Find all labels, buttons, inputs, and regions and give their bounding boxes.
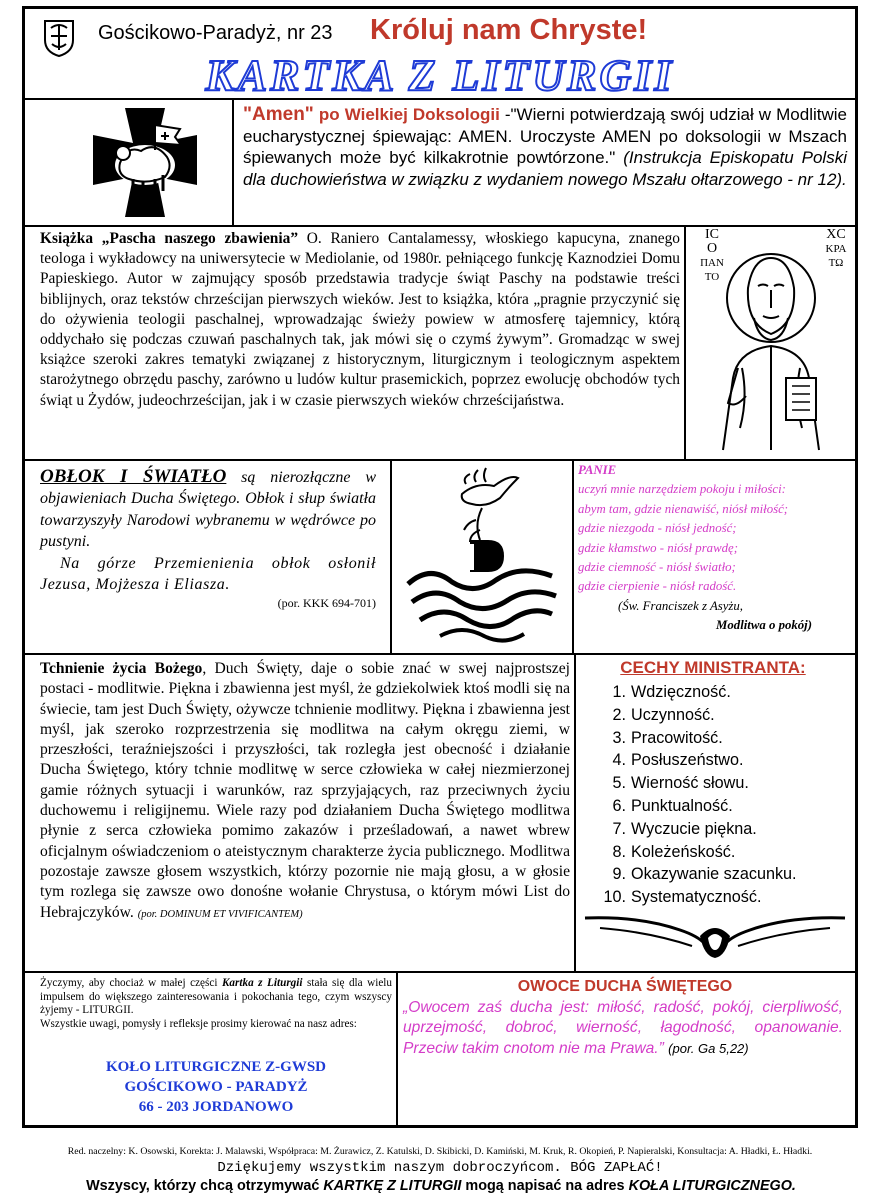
contact-address (40, 1057, 392, 1117)
breath-title: Tchnienie życia Bożego (40, 660, 203, 677)
divider (396, 972, 398, 1126)
amen-section (243, 104, 847, 190)
list-item: 1. Wdzięczność. (612, 683, 731, 701)
amen-subtitle: po Wielkiej Doksologii (318, 105, 500, 124)
cloud-light-ref: (por. KKK 694-701) (277, 596, 376, 611)
book-title: Książka „Pascha naszego zbawienia” (40, 230, 299, 247)
issue-place-number: Gościkowo-Paradyż, nr 23 (98, 22, 333, 44)
wishes-kartka: Kartka z Liturgii (221, 977, 303, 989)
icon-letters: KPA (825, 243, 847, 255)
breath-ref: (por. DOMINUM ET VIVIFICANTEM) (137, 908, 303, 920)
icon-letters: ΤΩ (828, 257, 844, 269)
wishes-text: Życzymy, aby chociaż w małej części (40, 977, 222, 989)
prayer-line: gdzie cierpienie - niósł radość. (578, 579, 737, 594)
icon-letters: ΠΑΝ (700, 257, 724, 269)
icon-letters: ΤΟ (704, 271, 720, 283)
amen-body: -"Wierni potwierdzają swój udział w Modlitwie eucharystycznej śpiewając: AMEN. Uroczyste AMEN po doksologii w Mszach śpiewanych może być kilkakrotnie powtórzone." (243, 105, 847, 168)
divider (232, 99, 234, 226)
icon-letters: O (706, 241, 718, 256)
divider (24, 971, 856, 973)
fruits-of-spirit-title: OWOCE DUCHA ŚWIĘTEGO (517, 978, 733, 995)
fruits-of-spirit-body (403, 998, 843, 1059)
fruits-text: „Owocem zaś ducha jest: miłość, radość, pokój, cierpliwość, uprzejmość, dobroć, wierność, łagodność, opanowanie. Przeciw takim cnotom nie ma Prawa.” (403, 999, 843, 1057)
motto: Króluj nam Chryste! (370, 14, 648, 46)
divider (574, 654, 576, 972)
lamb-of-god-illustration (85, 105, 205, 220)
thanks-line: Dziękujemy wszystkim naszym dobroczyńcom. BÓG ZAPŁAĆ! (217, 1160, 663, 1176)
list-item: 4. Posłuszeństwo. (612, 751, 744, 770)
prayer-line: abym tam, gdzie nienawiść, niósł miłość; (578, 501, 789, 516)
altar-server-traits-title: CECHY MINISTRANTA: (620, 658, 806, 677)
list-item: 6. Punktualność. (612, 796, 733, 815)
breath-body: , Duch Święty, daje o sobie znać w swej najprostszej postaci - modlitwie. Piękna i zbawienna jest myśl, że gdziekolwiek ktoś modli się na świecie, tam jest Duch Święty, ożywcze tchnienie modlitwy. Piękna i zbawienna jest myśl, jak szeroko rozprzestrzenia się modlitwa na całym okręgu ziemi, w przeszłości, teraźniejszości i przyszłości, tak rozległa jest obecność i działanie Ducha Świętego, który tchnie modlitwę w serce człowieka w całej niezmierzonej gamie różnych sytuacji i warunków, raz sprzyjających, raz przeciwnych życiu duchowemu i religijnemu. Wiele razy pod działaniem Ducha Świętego modlitwa płynie z serca człowieka pomimo zakazów i prześladowań, a nawet wbrew oficjalnym oświadczeniom o ateistycznym charakterze życia publicznego. Modlitwa pozostaje zawsze głosem wszystkich, którzy pozornie nie mają głosu, a w głosie tym rozlega się zawsze owo donośne wołanie Chrystusa, o którym mówi List do Hebrajczyków. (40, 660, 570, 921)
wishes-section (40, 977, 392, 1031)
divider (390, 460, 392, 654)
cloud-light-body: są nierozłączne w objawieniach Ducha Świętego. Obłok i słup światła towarzyszyły Narodowi wybranemu w wędrówce po pustyni. (40, 469, 377, 551)
divider (572, 460, 574, 654)
prayer-title: PANIE (578, 463, 617, 477)
dove-water-illustration (400, 464, 566, 650)
prayer-work: Modlitwa o pokój) (716, 618, 812, 633)
book-section (40, 229, 680, 411)
prayer-section (578, 461, 846, 636)
cloud-light-section (40, 466, 376, 611)
list-item: 10. Systematyczność. (603, 888, 762, 907)
address-line: KOŁO LITURGICZNE Z-GWSD (105, 1059, 327, 1075)
address-line: 66 - 203 JORDANOWO (138, 1099, 294, 1115)
address-line: GOŚCIKOWO - PARADYŻ (124, 1079, 308, 1095)
prayer-line: gdzie kłamstwo - niósł prawdę; (578, 540, 738, 555)
cloud-light-title: OBŁOK I ŚWIATŁO (40, 466, 227, 487)
prayer-line: gdzie niezgoda - niósł jedność; (578, 521, 737, 536)
editorial-credits: Red. naczelny: K. Osowski, Korekta: J. Malawski, Współpraca: M. Żurawicz, Z. Katulski, D. Skibicki, D. Kamiński, M. Kruk, R. Okopień, P. Napieralski, Konsultacja: A. Hładki, Ł. Hładki. (67, 1146, 813, 1157)
christ-pantocrator-icon (688, 228, 854, 458)
divider (24, 225, 856, 227)
prayer-line: uczyń mnie narzędziem pokoju i miłości: (578, 482, 786, 497)
book-body: O. Raniero Cantalamessy, włoskiego kapucyna, znanego teologa i wykładowcy na uniwersytecie w Mediolanie, od 1980r. pełniącego funkcję Kaznodziei Domu Papieskiego. Autor w zajmujący sposób przedstawia tradycje świąt Paschy na podstawie treści biblijnych, oraz tekstów chrześcijan pierwszych wieków. Jest to książka, która „pragnie przyczynić się do ożywienia teologii paschalnej, wprowadzając świeży powiew w atmosferę tajemnicy, którą oddychało się podczas czuwań paschalnych tak, jak mówi się o czymś żywym”. Gromadząc w swej książce szeroki zakres tematyki związanej z historycznym, liturgicznym i teologicznym aspektem starożytnego obrzędu paschy, zarówno u ludów kultur prasemickich, poprzez ewolucję obchodów tych świąt u Żydów, judeochrześcijan, jak i w czasie pierwszych wieków chrześcijaństwa. (40, 230, 680, 409)
breath-of-life-section (40, 659, 570, 925)
list-item: 5. Wierność słowu. (612, 774, 749, 793)
prayer-line: gdzie ciemność - niósł światło; (578, 560, 736, 575)
prayer-author: (Św. Franciszek z Asyżu, (618, 598, 743, 613)
list-item: 7. Wyczucie piękna. (612, 819, 757, 838)
fruits-ref: (por. Ga 5,22) (668, 1040, 749, 1056)
list-item: 8. Koleżeńskość. (612, 842, 736, 861)
icon-letters: XC (826, 227, 846, 242)
divider (684, 226, 686, 460)
cloud-light-body-2: Na górze Przemienienia obłok osłonił Jezusa, Mojżesza i Eliasza. (40, 554, 376, 594)
wishes-text: stała się dla wielu impulsem do większego zainteresowania i pokochania tego, czym wszyscy żyjemy - LITURGII. (40, 977, 393, 1016)
list-item: 3. Pracowitość. (612, 728, 723, 747)
list-item: 9. Okazywanie szacunku. (612, 865, 797, 884)
contact-prompt: Wszystkie uwagi, pomysły i refleksje prosimy kierować na nasz adres: (40, 1017, 357, 1030)
divider (24, 653, 856, 655)
flourish-ornament (580, 906, 850, 966)
amen-title: "Amen" (243, 104, 314, 125)
page-title: KARTKA Z LITURGII (205, 51, 675, 100)
amen-source: (Instrukcja Episkopatu Polski dla duchowieństwa w związku z wydaniem nowego Mszału ołtarzowego - nr 12). (243, 148, 847, 189)
altar-server-traits-list (600, 681, 850, 909)
icon-letters: IC (705, 227, 719, 242)
list-item: 2. Uczynność. (612, 705, 715, 724)
subscription-notice: Wszyscy, którzy chcą otrzymywać KARTKĘ Z LITURGII mogą napisać na adres KOŁA LITURGICZNEGO. (86, 1178, 796, 1194)
